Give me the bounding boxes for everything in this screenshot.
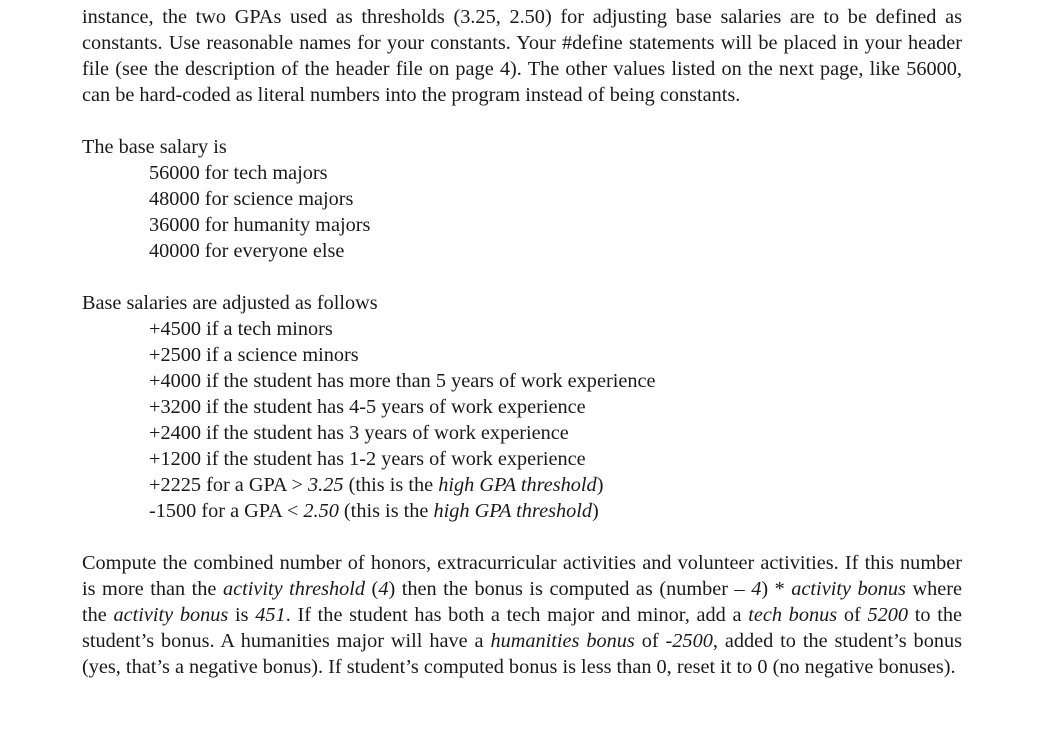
base-salary-list [82,160,962,264]
list-item: +3200 if the student has 4-5 years of work experience [149,396,586,418]
activity-bonus-term: activity bonus [113,604,229,626]
gpa-low-value: 2.50 [303,500,339,522]
list-item: 36000 for humanity majors [149,214,371,236]
list-item: +2500 if a science minors [149,344,359,366]
activity-bonus-value: 451 [255,604,286,626]
base-salary-heading: The base salary is [82,136,227,158]
bonus-paragraph: Compute the combined number of honors, extracurricular activities and volunteer activities. If this number is more than the activity threshold (4) then the bonus is computed as (number – 4) * activity bonus where the activity bonus is 451. If the student has both a tech major and minor, add a tech bonus of 5200 to the student’s bonus. A humanities major will have a humanities bonus of -2500, added to the student’s bonus (yes, that’s a negative bonus). If student’s computed bonus is less than 0, reset it to 0 (no negative bonuses). [82,552,963,678]
activity-threshold-value: 4 [378,578,389,600]
document-page [82,4,962,680]
list-item: +4500 if a tech minors [149,318,333,340]
list-item: 56000 for tech majors [149,162,328,184]
gpa-threshold-term: high GPA threshold [438,474,597,496]
intro-paragraph: instance, the two GPAs used as thresholds (3.25, 2.50) for adjusting base salaries are to be defined as constants. Use reasonable names for your constants. Your #define statements will be placed in your header file (see the description of the header file on page 4). The other values listed on the next page, like 56000, can be hard-coded as literal numbers into the program instead of being constants. [82,6,962,106]
list-item: +4000 if the student has more than 5 years of work experience [149,370,656,392]
tech-bonus-term: tech bonus [748,604,838,626]
activity-threshold-value: 4 [751,578,762,600]
activity-threshold-term: activity threshold [222,578,366,600]
gpa-high-value: 3.25 [308,474,344,496]
gpa-threshold-term: high GPA threshold [433,500,593,522]
adjustments-list [82,316,962,524]
tech-bonus-value: 5200 [867,604,909,626]
list-item: +2400 if the student has 3 years of work experience [149,422,569,444]
list-item: 48000 for science majors [149,188,354,210]
list-item: +1200 if the student has 1-2 years of work experience [149,448,586,470]
list-item-gpa-low: -1500 for a GPA < 2.50 (this is the high GPA threshold) [149,500,599,522]
list-item: 40000 for everyone else [149,240,345,262]
activity-bonus-term: activity bonus [791,578,906,600]
humanities-bonus-value: -2500 [665,630,713,652]
list-item-gpa-high: +2225 for a GPA > 3.25 (this is the high GPA threshold) [149,474,604,496]
humanities-bonus-term: humanities bonus [490,630,635,652]
adjustments-heading: Base salaries are adjusted as follows [82,292,378,314]
